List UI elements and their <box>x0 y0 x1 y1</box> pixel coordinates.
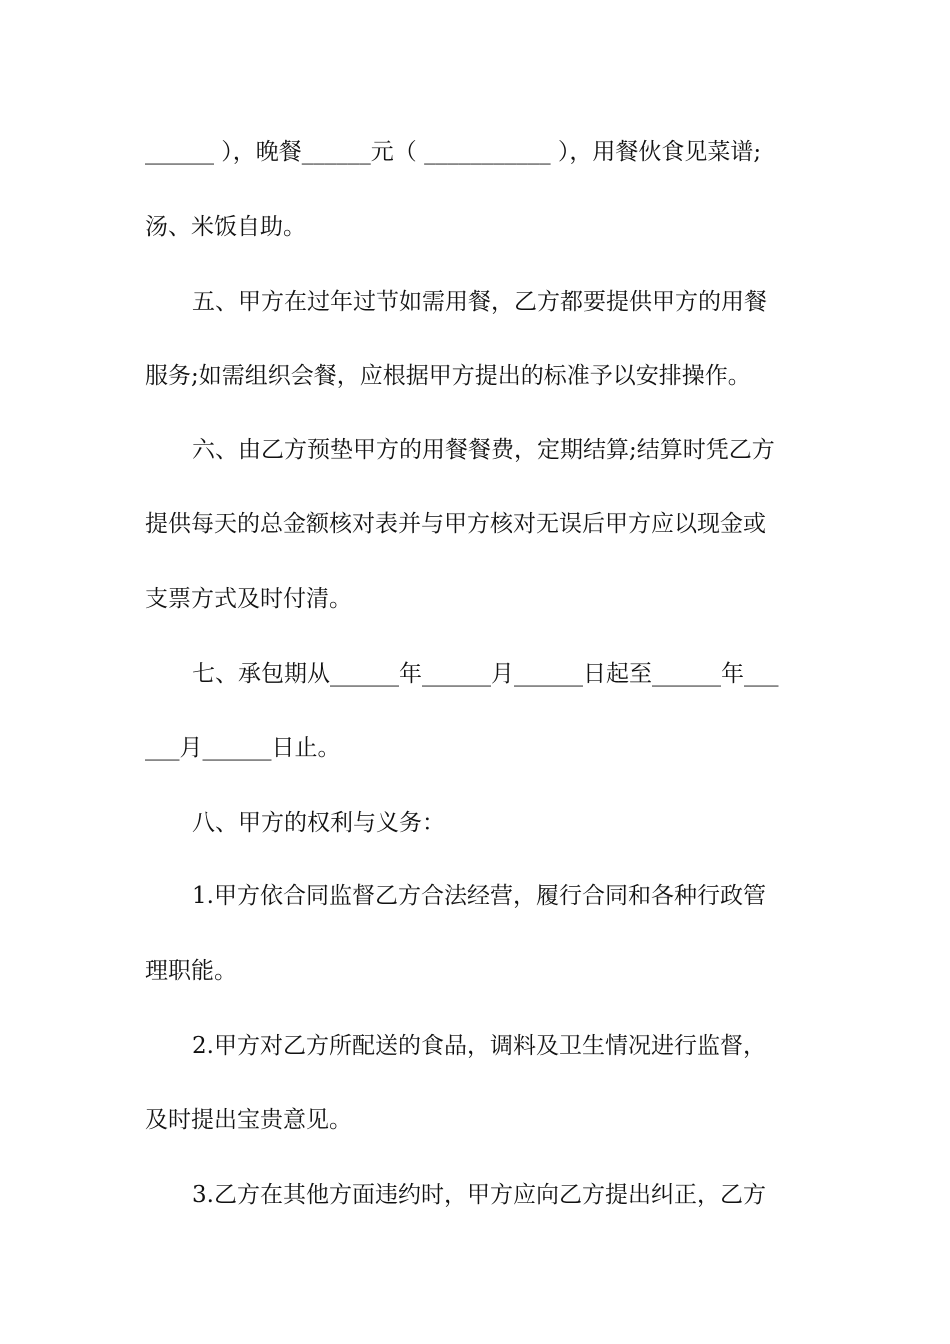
text-line-15: 3.乙方在其他方面违约时，甲方应向乙方提出纠正，乙方 <box>192 1182 766 1208</box>
text-line-1: ______ ），晚餐______元（ ___________ ），用餐伙食见菜谱; <box>145 139 762 165</box>
text-line-3: 五、甲方在过年过节如需用餐，乙方都要提供甲方的用餐 <box>192 289 767 315</box>
text-line-8: 七、承包期从______年______月______日起至______年___ <box>192 661 779 687</box>
text-line-2: 汤、米饭自助。 <box>145 214 306 240</box>
text-line-10: 八、甲方的权利与义务： <box>192 810 445 836</box>
text-line-5: 六、由乙方预垫甲方的用餐餐费，定期结算;结算时凭乙方 <box>192 437 775 463</box>
text-line-14: 及时提出宝贵意见。 <box>145 1107 352 1133</box>
text-line-11: 1.甲方依合同监督乙方合法经营，履行合同和各种行政管 <box>192 883 766 909</box>
text-line-9: ___月______日止。 <box>145 735 341 761</box>
text-line-6: 提供每天的总金额核对表并与甲方核对无误后甲方应以现金或 <box>145 511 766 537</box>
text-line-7: 支票方式及时付清。 <box>145 586 352 612</box>
text-line-13: 2.甲方对乙方所配送的食品，调料及卫生情况进行监督， <box>192 1033 766 1059</box>
text-line-4: 服务;如需组织会餐，应根据甲方提出的标准予以安排操作。 <box>145 363 751 389</box>
text-line-12: 理职能。 <box>145 958 237 984</box>
